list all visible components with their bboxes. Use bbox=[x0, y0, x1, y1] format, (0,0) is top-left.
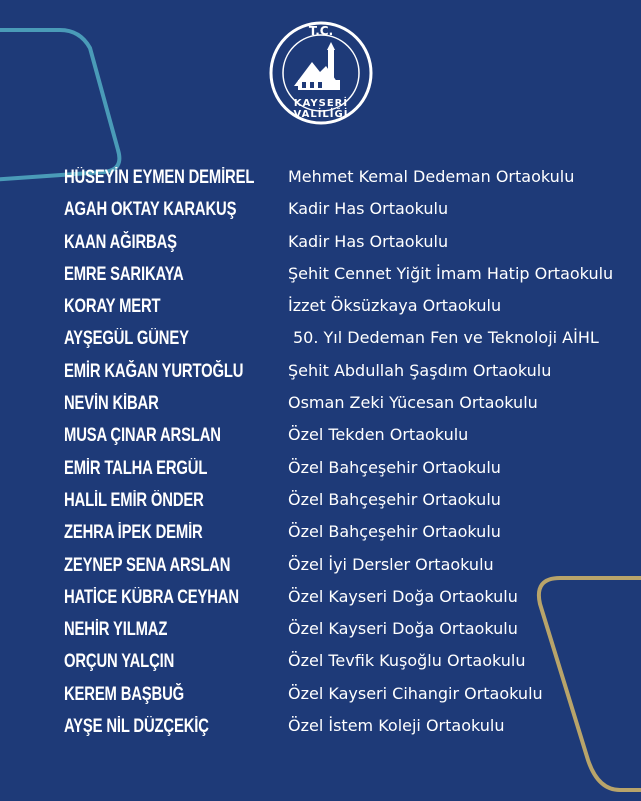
student-name: EMİR TALHA ERGÜL bbox=[64, 457, 208, 479]
school-name: Özel Kayseri Doğa Ortaokulu bbox=[288, 586, 518, 606]
logo-bottom-text: KAYSERİ VALİLİĞİ bbox=[293, 98, 349, 120]
school-name: Osman Zeki Yücesan Ortaokulu bbox=[288, 393, 538, 413]
logo-top-text: T.C. bbox=[308, 24, 334, 38]
kayseri-valiligi-logo bbox=[268, 20, 374, 126]
student-name: HATİCE KÜBRA CEYHAN bbox=[64, 586, 239, 608]
school-name: 50. Yıl Dedeman Fen ve Teknoloji AİHL bbox=[293, 328, 599, 348]
school-name: Özel Kayseri Cihangir Ortaokulu bbox=[288, 683, 543, 703]
student-name: KORAY MERT bbox=[64, 296, 161, 318]
student-name: NEVİN KİBAR bbox=[64, 393, 159, 415]
school-name: İzzet Öksüzkaya Ortaokulu bbox=[288, 296, 502, 316]
school-name: Özel Kayseri Doğa Ortaokulu bbox=[288, 619, 518, 639]
school-name: Özel Bahçeşehir Ortaokulu bbox=[288, 489, 501, 509]
school-name: Mehmet Kemal Dedeman Ortaokulu bbox=[288, 167, 575, 186]
student-name: KAAN AĞIRBAŞ bbox=[64, 231, 177, 253]
school-name: Özel İstem Koleji Ortaokulu bbox=[288, 716, 505, 736]
student-name: ZEYNEP SENA ARSLAN bbox=[64, 554, 231, 576]
school-name: Kadir Has Ortaokulu bbox=[288, 231, 449, 251]
student-name: NEHİR YILMAZ bbox=[64, 619, 168, 641]
student-name: AYŞEGÜL GÜNEY bbox=[64, 328, 189, 350]
gold-corner-line bbox=[539, 578, 641, 790]
student-name: AYŞE NİL DÜZÇEKİÇ bbox=[64, 716, 209, 738]
student-name: ZEHRA İPEK DEMİR bbox=[64, 522, 203, 544]
student-name: ORÇUN YALÇIN bbox=[64, 651, 175, 673]
school-name: Özel Bahçeşehir Ortaokulu bbox=[288, 457, 501, 477]
school-name: Özel Tevfik Kuşoğlu Ortaokulu bbox=[288, 651, 526, 671]
school-name: Şehit Abdullah Şaşdım Ortaokulu bbox=[288, 360, 552, 380]
school-name: Şehit Cennet Yiğit İmam Hatip Ortaokulu bbox=[288, 263, 614, 283]
school-name: Özel İyi Dersler Ortaokulu bbox=[288, 554, 494, 574]
student-name: HALİL EMİR ÖNDER bbox=[64, 489, 204, 511]
school-name: Özel Tekden Ortaokulu bbox=[288, 425, 469, 445]
school-name: Özel Bahçeşehir Ortaokulu bbox=[288, 522, 501, 542]
school-name: Kadir Has Ortaokulu bbox=[288, 199, 449, 219]
student-name: HÜSEYİN EYMEN DEMİREL bbox=[64, 167, 255, 188]
student-name: EMİR KAĞAN YURTOĞLU bbox=[64, 360, 244, 382]
student-name: MUSA ÇINAR ARSLAN bbox=[64, 425, 221, 447]
student-name: KEREM BAŞBUĞ bbox=[64, 683, 184, 705]
teal-corner-line bbox=[0, 30, 119, 180]
student-name: EMRE SARIKAYA bbox=[64, 263, 184, 285]
student-name: AGAH OKTAY KARAKUŞ bbox=[64, 199, 237, 221]
